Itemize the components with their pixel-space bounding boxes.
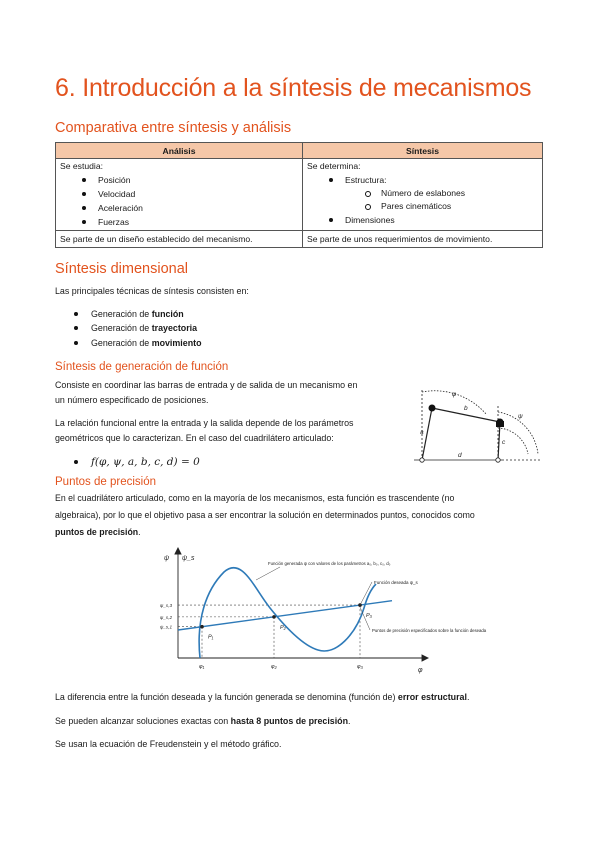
technique-prefix: Generación de	[91, 338, 152, 348]
analysis-footer: Se parte de un diseño establecido del mecanismo.	[56, 231, 303, 248]
synthesis-sublist	[307, 187, 538, 213]
page-title: 6. Introducción a la síntesis de mecanismos	[55, 74, 532, 102]
function-generation-p2-line1: La relación funcional entre la entrada y la salida depende de los parámetros	[55, 418, 354, 428]
comparison-heading: Comparativa entre síntesis y análisis	[55, 120, 292, 136]
label-a: a	[420, 429, 424, 436]
synthesis-footer: Se parte de unos requerimientos de movimiento.	[303, 231, 543, 248]
list-item: Fuerzas	[60, 215, 298, 229]
function-generation-p2-line2: geométricos que lo caracterizan. En el caso del cuadrilátero articulado:	[55, 433, 334, 443]
precision-p-line3	[55, 525, 141, 540]
column-header-analysis: Análisis	[56, 143, 303, 159]
point-label: P₁	[208, 634, 214, 641]
label-d: d	[458, 452, 462, 459]
list-item: Aceleración	[60, 201, 298, 215]
list-item: Posición	[60, 173, 298, 187]
column-header-synthesis: Síntesis	[303, 143, 543, 159]
annotation-leader	[256, 567, 280, 580]
precision-p-line2: algebraica), por lo que el objetivo pasa a ser encontrar la solución en determinados puntos, conocidos como	[55, 510, 475, 520]
technique-item	[55, 321, 197, 335]
conclusion-2	[55, 714, 351, 729]
ground-pivot	[496, 458, 500, 462]
sublist-item: Pares cinemáticos	[307, 200, 538, 213]
point-label: P₂	[280, 624, 286, 631]
technique-name: movimiento	[151, 338, 202, 348]
technique-prefix: Generación de	[91, 323, 152, 333]
x-tick-label: φ₃	[357, 664, 363, 670]
technique-item	[55, 307, 184, 321]
function-generation-p1-line2: un número especificado de posiciones.	[55, 395, 209, 405]
conclusion-1-text: La diferencia entre la función deseada y la función generada se denomina (función de)	[55, 692, 398, 702]
conclusion-2-text: Se pueden alcanzar soluciones exactas con	[55, 716, 231, 726]
ground-pivot	[420, 458, 424, 462]
list-item: Estructura:	[307, 173, 538, 187]
annotation-desired: Función deseada ψ_s	[374, 580, 418, 585]
sublist-item: Número de eslabones	[307, 187, 538, 200]
period: .	[348, 716, 351, 726]
conclusion-1	[55, 690, 469, 705]
label-phi: φ	[452, 391, 457, 398]
function-generation-heading: Síntesis de generación de función	[55, 361, 229, 373]
precision-p-line1: En el cuadrilátero articulado, como en la mayoría de los mecanismos, esta función es trascendente (no	[55, 493, 455, 503]
joint-block	[496, 421, 504, 427]
x-axis-arrow	[422, 655, 428, 661]
generated-function-curve	[199, 568, 376, 658]
y-tick-label: ψ_s,2	[160, 614, 173, 620]
period: .	[138, 527, 141, 537]
precision-points-chart	[160, 550, 487, 680]
technique-name: función	[151, 309, 184, 319]
analysis-intro: Se estudia:	[60, 161, 103, 171]
precision-point	[200, 625, 204, 629]
y-axis-label-2: ψ_s	[182, 555, 195, 562]
label-b: b	[464, 405, 468, 412]
synthesis-cell	[303, 159, 543, 231]
technique-name: trayectoria	[151, 323, 198, 333]
synthesis-list	[307, 173, 538, 187]
precision-point	[272, 615, 276, 619]
dimensional-heading: Síntesis dimensional	[55, 261, 188, 277]
period: .	[466, 692, 470, 702]
function-generation-p1-line1: Consiste en coordinar las barras de entrada y de salida de un mecanismo en	[55, 380, 358, 390]
conclusion-3: Se usan la ecuación de Freudenstein y el método gráfico.	[55, 739, 282, 749]
x-tick-label: φ₁	[199, 664, 205, 670]
label-psi: ψ	[518, 413, 523, 420]
list-item: Dimensiones	[307, 213, 538, 227]
mechanism-figure	[402, 384, 548, 466]
y-axis-label: ψ	[164, 555, 170, 562]
x-axis-label: φ	[418, 667, 423, 674]
dimensional-intro: Las principales técnicas de síntesis consisten en:	[55, 286, 249, 296]
precision-points-heading: Puntos de precisión	[55, 476, 157, 488]
analysis-cell	[56, 159, 303, 231]
annotation-generated: Función generada ψ con valores de los parámetros a₀, b₀, c₀, d₀	[268, 561, 391, 566]
y-axis-arrow	[175, 548, 181, 554]
precision-term: puntos de precisión	[55, 527, 139, 537]
synthesis-list-2	[307, 213, 538, 227]
list-item: Velocidad	[60, 187, 298, 201]
analysis-list	[60, 173, 298, 229]
equation-item	[55, 455, 200, 469]
x-tick-label: φ₂	[271, 664, 277, 670]
point-label: P₃	[366, 613, 372, 620]
conclusion-1-term: error estructural	[397, 692, 467, 702]
y-tick-label: ψ_s,3	[160, 603, 173, 609]
y-tick-label: ψ_s,1	[160, 624, 173, 630]
synthesis-intro: Se determina:	[307, 161, 361, 171]
freudenstein-equation: f(φ, ψ, a, b, c, d) = 0	[91, 456, 200, 468]
technique-item	[55, 336, 202, 350]
comparison-table	[55, 142, 543, 248]
conclusion-2-term: hasta 8 puntos de precisión	[230, 716, 349, 726]
joint	[429, 405, 436, 412]
label-c: c	[502, 439, 506, 446]
technique-prefix: Generación de	[91, 309, 152, 319]
annotation-precision: Puntos de precisión especificados sobre la función deseada	[372, 628, 487, 633]
